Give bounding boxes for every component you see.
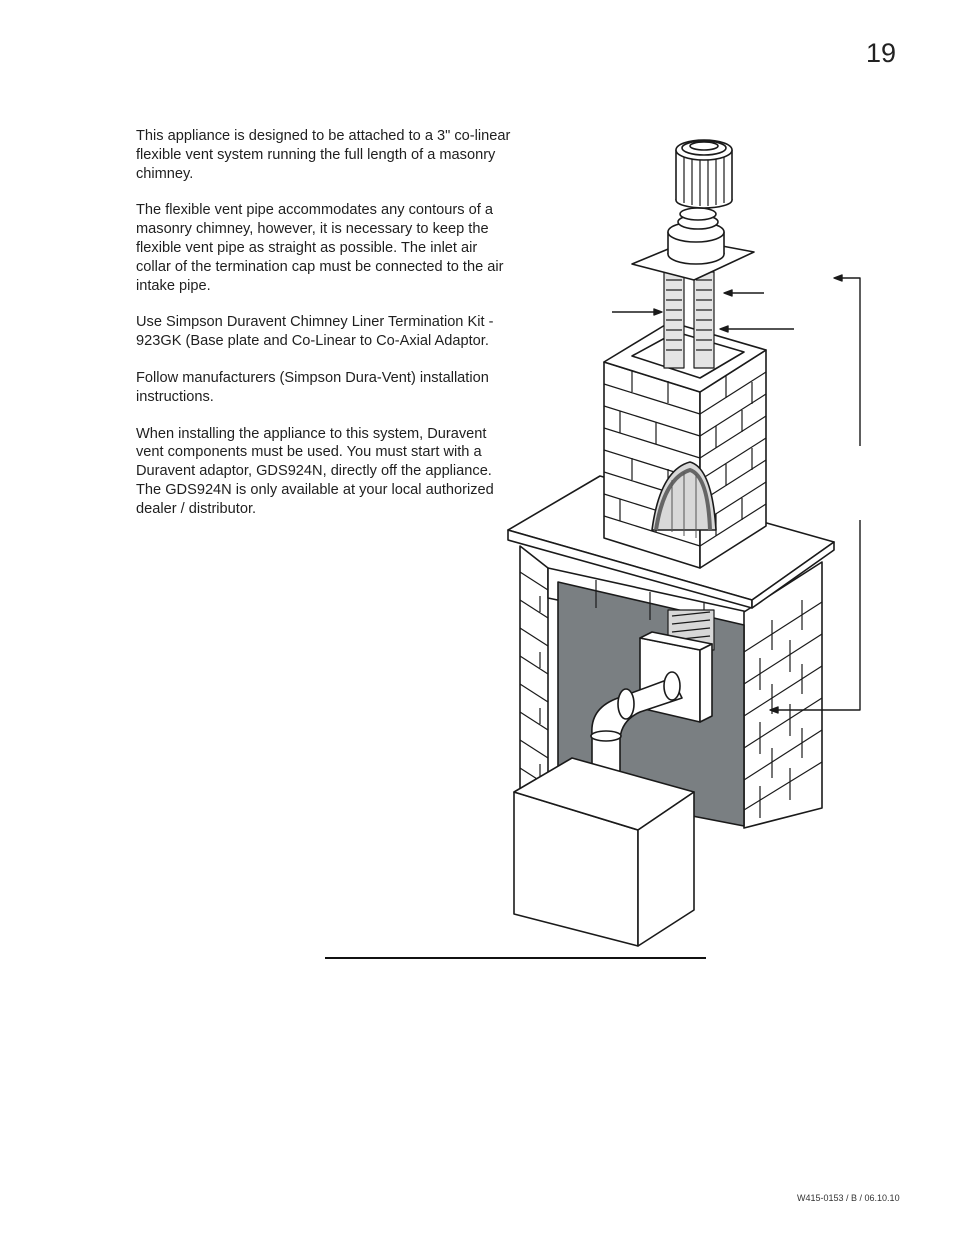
- paragraph-1: This appliance is designed to be attached to a 3" co-linear flexible vent system running the full length of a masonry chimney.: [136, 128, 511, 182]
- appliance-box: [514, 758, 694, 946]
- paragraph-5: When installing the appliance to this system, Duravent vent components must be used. You must start with a Duravent adaptor, GDS924N, directly off the appliance. The GDS924N is only available at your local authorized dealer / distributor.: [136, 425, 494, 517]
- chimney-vent-diagram: [480, 120, 880, 960]
- horizontal-rule: [325, 957, 706, 959]
- page-number: 19: [866, 38, 897, 68]
- instructions-text: [136, 127, 511, 537]
- paragraph-4: Follow manufacturers (Simpson Dura-Vent) installation instructions.: [136, 369, 489, 405]
- chimney-stack: [604, 322, 766, 568]
- document-code: W415-0153 / B / 06.10.10: [797, 1193, 900, 1203]
- termination-cap: [676, 140, 732, 208]
- paragraph-2: The flexible vent pipe accommodates any contours of a masonry chimney, however, it is necessary to keep the flexible vent pipe as straight as possible. The inlet air collar of the termination cap must be connected to the air intake pipe.: [136, 202, 504, 294]
- adaptor-collar: [668, 208, 724, 264]
- paragraph-3: Use Simpson Duravent Chimney Liner Termination Kit - 923GK (Base plate and Co-Linear to Co-Axial Adaptor.: [136, 314, 494, 350]
